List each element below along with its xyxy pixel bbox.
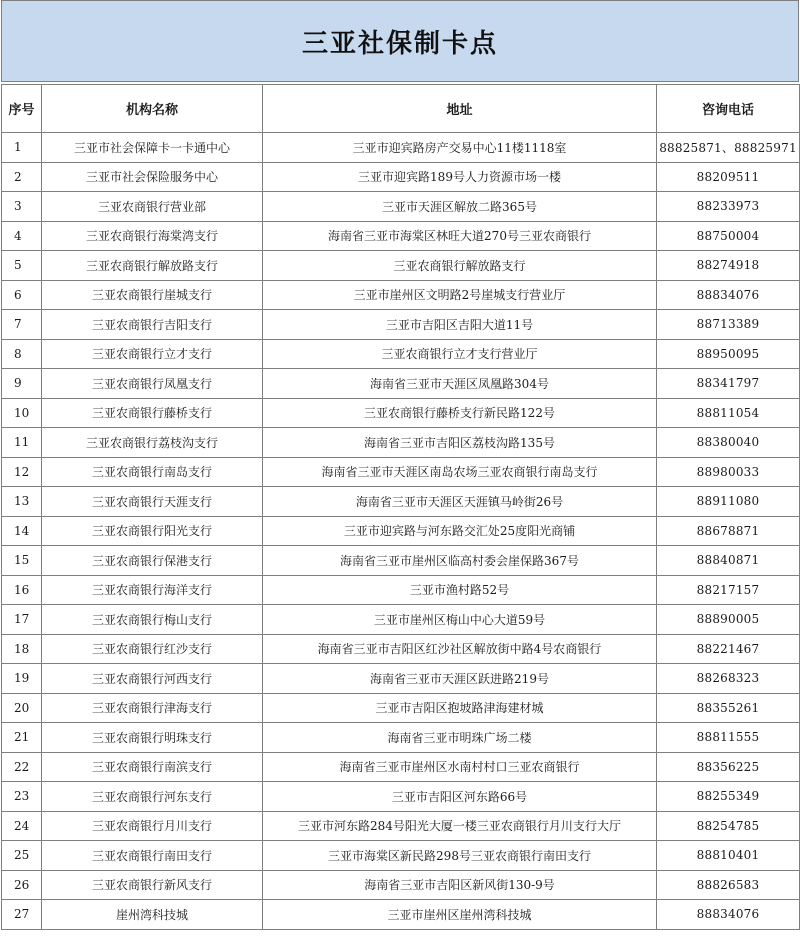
cell-address: 海南省三亚市天涯区南岛农场三亚农商银行南岛支行 bbox=[263, 457, 657, 487]
cell-phone: 88356225 bbox=[657, 752, 800, 782]
cell-phone: 88255349 bbox=[657, 782, 800, 812]
cell-index: 4 bbox=[2, 221, 42, 251]
cell-org-name: 三亚农商银行海棠湾支行 bbox=[42, 221, 263, 251]
cell-org-name: 三亚农商银行梅山支行 bbox=[42, 605, 263, 635]
cell-index: 25 bbox=[2, 841, 42, 871]
cell-phone: 88826583 bbox=[657, 870, 800, 900]
table-row bbox=[2, 693, 800, 723]
cell-address: 三亚市迎宾路与河东路交汇处25度阳光商铺 bbox=[263, 516, 657, 546]
cell-phone: 88825871、88825971 bbox=[657, 133, 800, 163]
column-header-address: 地址 bbox=[263, 85, 657, 133]
cell-phone: 88380040 bbox=[657, 428, 800, 458]
table-row bbox=[2, 723, 800, 753]
cell-address: 三亚市崖州区崖州湾科技城 bbox=[263, 900, 657, 930]
service-points-table bbox=[1, 84, 800, 930]
cell-address: 海南省三亚市崖州区临高村委会崖保路367号 bbox=[263, 546, 657, 576]
cell-address: 三亚农商银行藤桥支行新民路122号 bbox=[263, 398, 657, 428]
cell-index: 22 bbox=[2, 752, 42, 782]
cell-address: 海南省三亚市天涯区天涯镇马岭街26号 bbox=[263, 487, 657, 517]
cell-org-name: 三亚农商银行明珠支行 bbox=[42, 723, 263, 753]
table-row bbox=[2, 841, 800, 871]
cell-phone: 88950095 bbox=[657, 339, 800, 369]
cell-org-name: 三亚农商银行凤凰支行 bbox=[42, 369, 263, 399]
cell-org-name: 三亚农商银行立才支行 bbox=[42, 339, 263, 369]
cell-address: 三亚市吉阳区河东路66号 bbox=[263, 782, 657, 812]
table-row bbox=[2, 251, 800, 281]
cell-index: 27 bbox=[2, 900, 42, 930]
column-header-phone: 咨询电话 bbox=[657, 85, 800, 133]
table-row bbox=[2, 605, 800, 635]
cell-phone: 88268323 bbox=[657, 664, 800, 694]
cell-phone: 88209511 bbox=[657, 162, 800, 192]
cell-phone: 88980033 bbox=[657, 457, 800, 487]
cell-address: 三亚农商银行立才支行营业厅 bbox=[263, 339, 657, 369]
cell-phone: 88834076 bbox=[657, 280, 800, 310]
table-row bbox=[2, 280, 800, 310]
table-row bbox=[2, 900, 800, 930]
cell-org-name: 三亚农商银行河东支行 bbox=[42, 782, 263, 812]
cell-address: 海南省三亚市明珠广场二楼 bbox=[263, 723, 657, 753]
table-row bbox=[2, 664, 800, 694]
table-row bbox=[2, 310, 800, 340]
cell-address: 三亚市吉阳区吉阳大道11号 bbox=[263, 310, 657, 340]
cell-index: 26 bbox=[2, 870, 42, 900]
cell-index: 7 bbox=[2, 310, 42, 340]
cell-org-name: 三亚市社会保险服务中心 bbox=[42, 162, 263, 192]
table-row bbox=[2, 221, 800, 251]
cell-org-name: 三亚农商银行红沙支行 bbox=[42, 634, 263, 664]
cell-phone: 88811054 bbox=[657, 398, 800, 428]
table-row bbox=[2, 428, 800, 458]
cell-index: 16 bbox=[2, 575, 42, 605]
cell-phone: 88811555 bbox=[657, 723, 800, 753]
cell-index: 11 bbox=[2, 428, 42, 458]
cell-phone: 88834076 bbox=[657, 900, 800, 930]
cell-index: 18 bbox=[2, 634, 42, 664]
cell-index: 3 bbox=[2, 192, 42, 222]
table-row bbox=[2, 162, 800, 192]
cell-org-name: 三亚农商银行南滨支行 bbox=[42, 752, 263, 782]
cell-phone: 88274918 bbox=[657, 251, 800, 281]
cell-index: 24 bbox=[2, 811, 42, 841]
header-row bbox=[2, 85, 800, 133]
cell-address: 三亚市渔村路52号 bbox=[263, 575, 657, 605]
cell-org-name: 三亚农商银行崖城支行 bbox=[42, 280, 263, 310]
cell-index: 21 bbox=[2, 723, 42, 753]
cell-phone: 88713389 bbox=[657, 310, 800, 340]
table-row bbox=[2, 870, 800, 900]
column-header-name: 机构名称 bbox=[42, 85, 263, 133]
table-row bbox=[2, 782, 800, 812]
cell-phone: 88254785 bbox=[657, 811, 800, 841]
cell-address: 三亚市迎宾路189号人力资源市场一楼 bbox=[263, 162, 657, 192]
cell-address: 海南省三亚市吉阳区荔枝沟路135号 bbox=[263, 428, 657, 458]
table-row bbox=[2, 133, 800, 163]
table-row bbox=[2, 516, 800, 546]
cell-phone: 88890005 bbox=[657, 605, 800, 635]
cell-org-name: 三亚农商银行阳光支行 bbox=[42, 516, 263, 546]
cell-address: 海南省三亚市海棠区林旺大道270号三亚农商银行 bbox=[263, 221, 657, 251]
cell-org-name: 三亚农商银行南岛支行 bbox=[42, 457, 263, 487]
cell-org-name: 三亚农商银行藤桥支行 bbox=[42, 398, 263, 428]
column-header-no: 序号 bbox=[2, 85, 42, 133]
cell-phone: 88341797 bbox=[657, 369, 800, 399]
cell-phone: 88840871 bbox=[657, 546, 800, 576]
cell-index: 1 bbox=[2, 133, 42, 163]
cell-phone: 88911080 bbox=[657, 487, 800, 517]
cell-address: 三亚市崖州区梅山中心大道59号 bbox=[263, 605, 657, 635]
table-row bbox=[2, 752, 800, 782]
table-row bbox=[2, 811, 800, 841]
cell-address: 三亚市海棠区新民路298号三亚农商银行南田支行 bbox=[263, 841, 657, 871]
cell-index: 13 bbox=[2, 487, 42, 517]
table-body bbox=[2, 133, 800, 930]
table-row bbox=[2, 398, 800, 428]
table-row bbox=[2, 369, 800, 399]
table-header bbox=[2, 85, 800, 133]
cell-phone: 88678871 bbox=[657, 516, 800, 546]
cell-index: 15 bbox=[2, 546, 42, 576]
cell-index: 5 bbox=[2, 251, 42, 281]
cell-org-name: 三亚农商银行海洋支行 bbox=[42, 575, 263, 605]
cell-org-name: 三亚农商银行保港支行 bbox=[42, 546, 263, 576]
cell-address: 三亚市吉阳区抱坡路津海建材城 bbox=[263, 693, 657, 723]
cell-index: 20 bbox=[2, 693, 42, 723]
cell-address: 三亚农商银行解放路支行 bbox=[263, 251, 657, 281]
cell-index: 14 bbox=[2, 516, 42, 546]
cell-org-name: 三亚农商银行河西支行 bbox=[42, 664, 263, 694]
cell-address: 三亚市天涯区解放二路365号 bbox=[263, 192, 657, 222]
cell-phone: 88233973 bbox=[657, 192, 800, 222]
cell-address: 海南省三亚市天涯区跃进路219号 bbox=[263, 664, 657, 694]
cell-org-name: 三亚农商银行南田支行 bbox=[42, 841, 263, 871]
cell-address: 三亚市迎宾路房产交易中心11楼1118室 bbox=[263, 133, 657, 163]
table-row bbox=[2, 546, 800, 576]
cell-phone: 88750004 bbox=[657, 221, 800, 251]
cell-org-name: 三亚农商银行津海支行 bbox=[42, 693, 263, 723]
cell-index: 19 bbox=[2, 664, 42, 694]
cell-index: 9 bbox=[2, 369, 42, 399]
cell-org-name: 三亚农商银行天涯支行 bbox=[42, 487, 263, 517]
cell-index: 23 bbox=[2, 782, 42, 812]
cell-index: 6 bbox=[2, 280, 42, 310]
cell-address: 海南省三亚市天涯区凤凰路304号 bbox=[263, 369, 657, 399]
card-service-points-sheet bbox=[1, 0, 799, 930]
cell-index: 10 bbox=[2, 398, 42, 428]
cell-org-name: 三亚农商银行吉阳支行 bbox=[42, 310, 263, 340]
table-row bbox=[2, 487, 800, 517]
cell-index: 2 bbox=[2, 162, 42, 192]
table-row bbox=[2, 634, 800, 664]
cell-org-name: 三亚农商银行解放路支行 bbox=[42, 251, 263, 281]
cell-phone: 88217157 bbox=[657, 575, 800, 605]
cell-address: 海南省三亚市吉阳区红沙社区解放街中路4号农商银行 bbox=[263, 634, 657, 664]
cell-org-name: 三亚农商银行营业部 bbox=[42, 192, 263, 222]
cell-phone: 88355261 bbox=[657, 693, 800, 723]
cell-phone: 88810401 bbox=[657, 841, 800, 871]
cell-address: 三亚市河东路284号阳光大厦一楼三亚农商银行月川支行大厅 bbox=[263, 811, 657, 841]
cell-address: 海南省三亚市吉阳区新风街130-9号 bbox=[263, 870, 657, 900]
cell-phone: 88221467 bbox=[657, 634, 800, 664]
cell-org-name: 三亚农商银行月川支行 bbox=[42, 811, 263, 841]
table-row bbox=[2, 457, 800, 487]
table-row bbox=[2, 339, 800, 369]
table-row bbox=[2, 575, 800, 605]
cell-org-name: 三亚农商银行荔枝沟支行 bbox=[42, 428, 263, 458]
cell-org-name: 三亚市社会保障卡一卡通中心 bbox=[42, 133, 263, 163]
cell-org-name: 三亚农商银行新风支行 bbox=[42, 870, 263, 900]
cell-org-name: 崖州湾科技城 bbox=[42, 900, 263, 930]
cell-index: 8 bbox=[2, 339, 42, 369]
cell-address: 海南省三亚市崖州区水南村村口三亚农商银行 bbox=[263, 752, 657, 782]
cell-address: 三亚市崖州区文明路2号崖城支行营业厅 bbox=[263, 280, 657, 310]
cell-index: 12 bbox=[2, 457, 42, 487]
sheet-title: 三亚社保制卡点 bbox=[1, 0, 799, 82]
table-row bbox=[2, 192, 800, 222]
cell-index: 17 bbox=[2, 605, 42, 635]
